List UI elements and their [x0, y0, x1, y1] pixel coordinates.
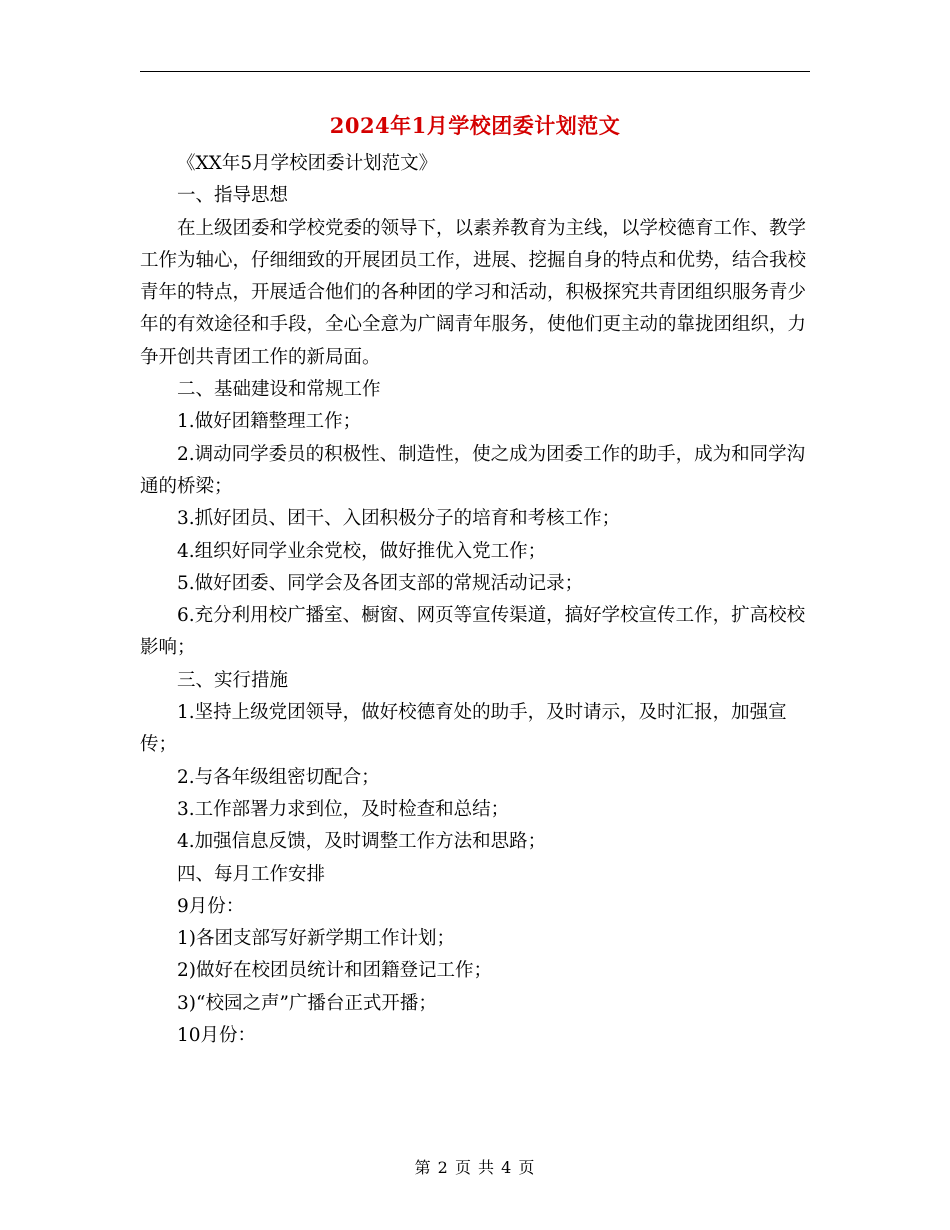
paragraph: 9月份：: [177, 895, 245, 917]
paragraph: 二、基础建设和常规工作: [177, 379, 381, 401]
paragraph: 《XX年5月学校团委计划范文》: [177, 153, 438, 174]
paragraph: 一、指导思想: [177, 185, 289, 207]
paragraph: 三、实行措施: [177, 669, 289, 691]
paragraph: 3.工作部署力求到位，及时检查和总结；: [177, 798, 510, 820]
paragraph: 4.加强信息反馈，及时调整工作方法和思路；: [177, 831, 547, 853]
header-rule: [140, 71, 810, 72]
paragraph: 5.做好团委、同学会及各团支部的常规活动记录；: [177, 572, 584, 594]
paragraph: 10月份：: [177, 1025, 257, 1047]
paragraph: 1.坚持上级党团领导，做好校德育处的助手，及时请示，及时汇报，加强宣传；: [140, 702, 787, 756]
paragraph: 2.与各年级组密切配合；: [177, 766, 380, 788]
paragraph: 1)各团支部写好新学期工作计划；: [177, 928, 455, 950]
document-title: 2024年1月学校团委计划范文: [329, 113, 621, 138]
paragraph: 在上级团委和学校党委的领导下，以素养教育为主线，以学校德育工作、教学工作为轴心，仔细细致的开展团员工作，进展、挖掘自身的特点和优势，结合我校青年的特点，开展适合他们的各种团的学习和活动，积极探究共青团组织服务青少年的有效途径和手段，全心全意为广阔青年服务，使他们更主动的靠拢团组织，力争开创共青团工作的新局面。: [140, 217, 807, 368]
paragraph: 四、每月工作安排: [177, 863, 326, 885]
paragraph: 3)“校园之声”广播台正式开播；: [177, 992, 437, 1014]
paragraph: 2.调动同学委员的积极性、制造性，使之成为团委工作的助手，成为和同学沟通的桥梁；: [140, 443, 806, 497]
paragraph: 1.做好团籍整理工作；: [177, 411, 362, 433]
document-body: [140, 148, 812, 1052]
paragraph: 3.抓好团员、团干、入团积极分子的培育和考核工作；: [177, 508, 621, 530]
paragraph: 6.充分利用校广播室、橱窗、网页等宣传渠道，搞好学校宣传工作，扩高校校影响；: [140, 605, 806, 659]
paragraph: 2)做好在校团员统计和团籍登记工作；: [177, 960, 492, 982]
page-footer: 第 2 页 共 4 页: [414, 1158, 536, 1177]
paragraph: 4.组织好同学业余党校，做好推优入党工作；: [177, 540, 547, 562]
